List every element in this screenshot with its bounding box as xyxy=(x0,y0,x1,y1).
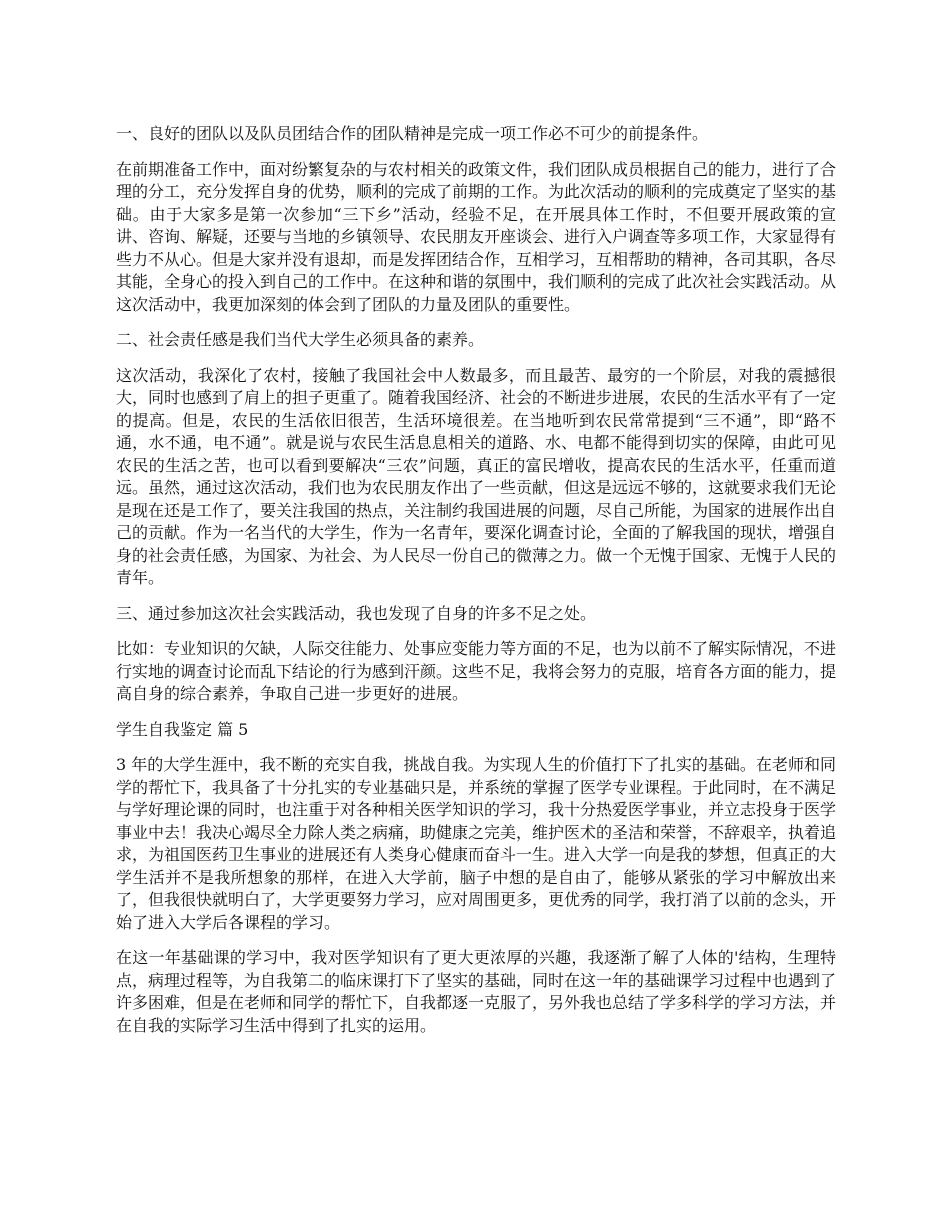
paragraph-university-life: 3 年的大学生涯中，我不断的充实自我，挑战自我。为实现人生的价值打下了扎实的基础。在老师和同学的帮忙下，我具备了十分扎实的专业基础只是，并系统的掌握了医学专业课程。于此同时，在不满足与学好理论课的同时，也注重于对各种相关医学知识的学习，我十分热爱医学事业，并立志投身于医学事业中去！我决心竭尽全力除人类之病痛，助健康之完美，维护医术的圣洁和荣誉，不辞艰辛，执着追求，为祖国医药卫生事业的进展还有人类身心健康而奋斗一生。进入大学一向是我的梦想，但真正的大学生活并不是我所想象的那样，在进入大学前，脑子中想的是自由了，能够从紧张的学习中解放出来了，但我很快就明白了，大学更要努力学习，应对周围更多，更优秀的同学，我打消了以前的念头，开始了进入大学后各课程的学习。 xyxy=(116,755,837,932)
document-page xyxy=(116,123,836,1050)
section-heading-2: 二、社会责任感是我们当代大学生必须具备的素养。 xyxy=(116,330,485,349)
section-heading-3: 三、通过参加这次社会实践活动，我也发现了自身的许多不足之处。 xyxy=(116,603,597,623)
paragraph-basic-courses: 在这一年基础课的学习中，我对医学知识有了更大更浓厚的兴趣，我逐渐了解了人体的'结构，生理特点，病理过程等，为自我第二的临床课打下了坚实的基础，同时在这一年的基础课学习过程中也遇到了许多困难，但是在老师和同学的帮忙下，自我都逐一克服了，另外我也总结了学多科学的学习方法，并在自我的实际学习生活中得到了扎实的运用。 xyxy=(116,948,837,1035)
section-heading-1: 一、良好的团队以及队员团结合作的团队精神是完成一项工作必不可少的前提条件。 xyxy=(116,124,709,143)
paragraph-team-work: 在前期准备工作中，面对纷繁复杂的与农村相关的政策文件，我们团队成员根据自己的能力，进行了合理的分工，充分发挥自身的优势，顺利的完成了前期的工作。为此次活动的顺利的完成奠定了坚实的基础。由于大家多是第一次参加“三下乡”活动，经验不足，在开展具体工作时，不但要开展政策的宣讲、咨询、解疑，还要与当地的乡镇领导、农民朋友开座谈会、进行入户调查等多项工作，大家显得有些力不从心。但是大家并没有退却，而是发挥团结合作，互相学习，互相帮助的精神，各司其职，各尽其能，全身心的投入到自己的工作中。在这种和谐的氛围中，我们顺利的完成了此次社会实践活动。从这次活动中，我更加深刻的体会到了团队的力量及团队的重要性。 xyxy=(116,159,837,314)
paragraph-shortcomings: 比如：专业知识的欠缺，人际交往能力、处事应变能力等方面的不足，也为以前不了解实际情况，不进行实地的调查讨论而乱下结论的行为感到汗颜。这些不足，我将会努力的克服，培育各方面的能力，提高自身的综合素养，争取自己进一步更好的进展。 xyxy=(116,639,837,703)
article-title: 学生自我鉴定 篇 5 xyxy=(116,719,249,739)
paragraph-social-responsibility: 这次活动，我深化了农村，接触了我国社会中人数最多，而且最苦、最穷的一个阶层，对我的震撼很大，同时也感到了肩上的担子更重了。随着我国经济、社会的不断进步进展，农民的生活水平有了一定的提高。但是，农民的生活依旧很苦，生活环境很差。在当地听到农民常常提到“三不通”，即“路不通，水不通，电不通”。就是说与农民生活息息相关的道路、水、电都不能得到切实的保障，由此可见农民的生活之苦，也可以看到要解决“三农”问题，真正的富民增收，提高农民的生活水平，任重而道远。虽然，通过这次活动，我们也为农民朋友作出了一些贡献，但这是远远不够的，这就要求我们无论是现在还是工作了，要关注我国的热点，关注制约我国进展的问题，尽自己所能，为国家的进展作出自己的贡献。作为一名当代的大学生，作为一名青年，要深化调查讨论，全面的了解我国的现状，增强自身的社会责任感，为国家、为社会、为人民尽一份自己的微薄之力。做一个无愧于国家、无愧于人民的青年。 xyxy=(116,365,837,587)
